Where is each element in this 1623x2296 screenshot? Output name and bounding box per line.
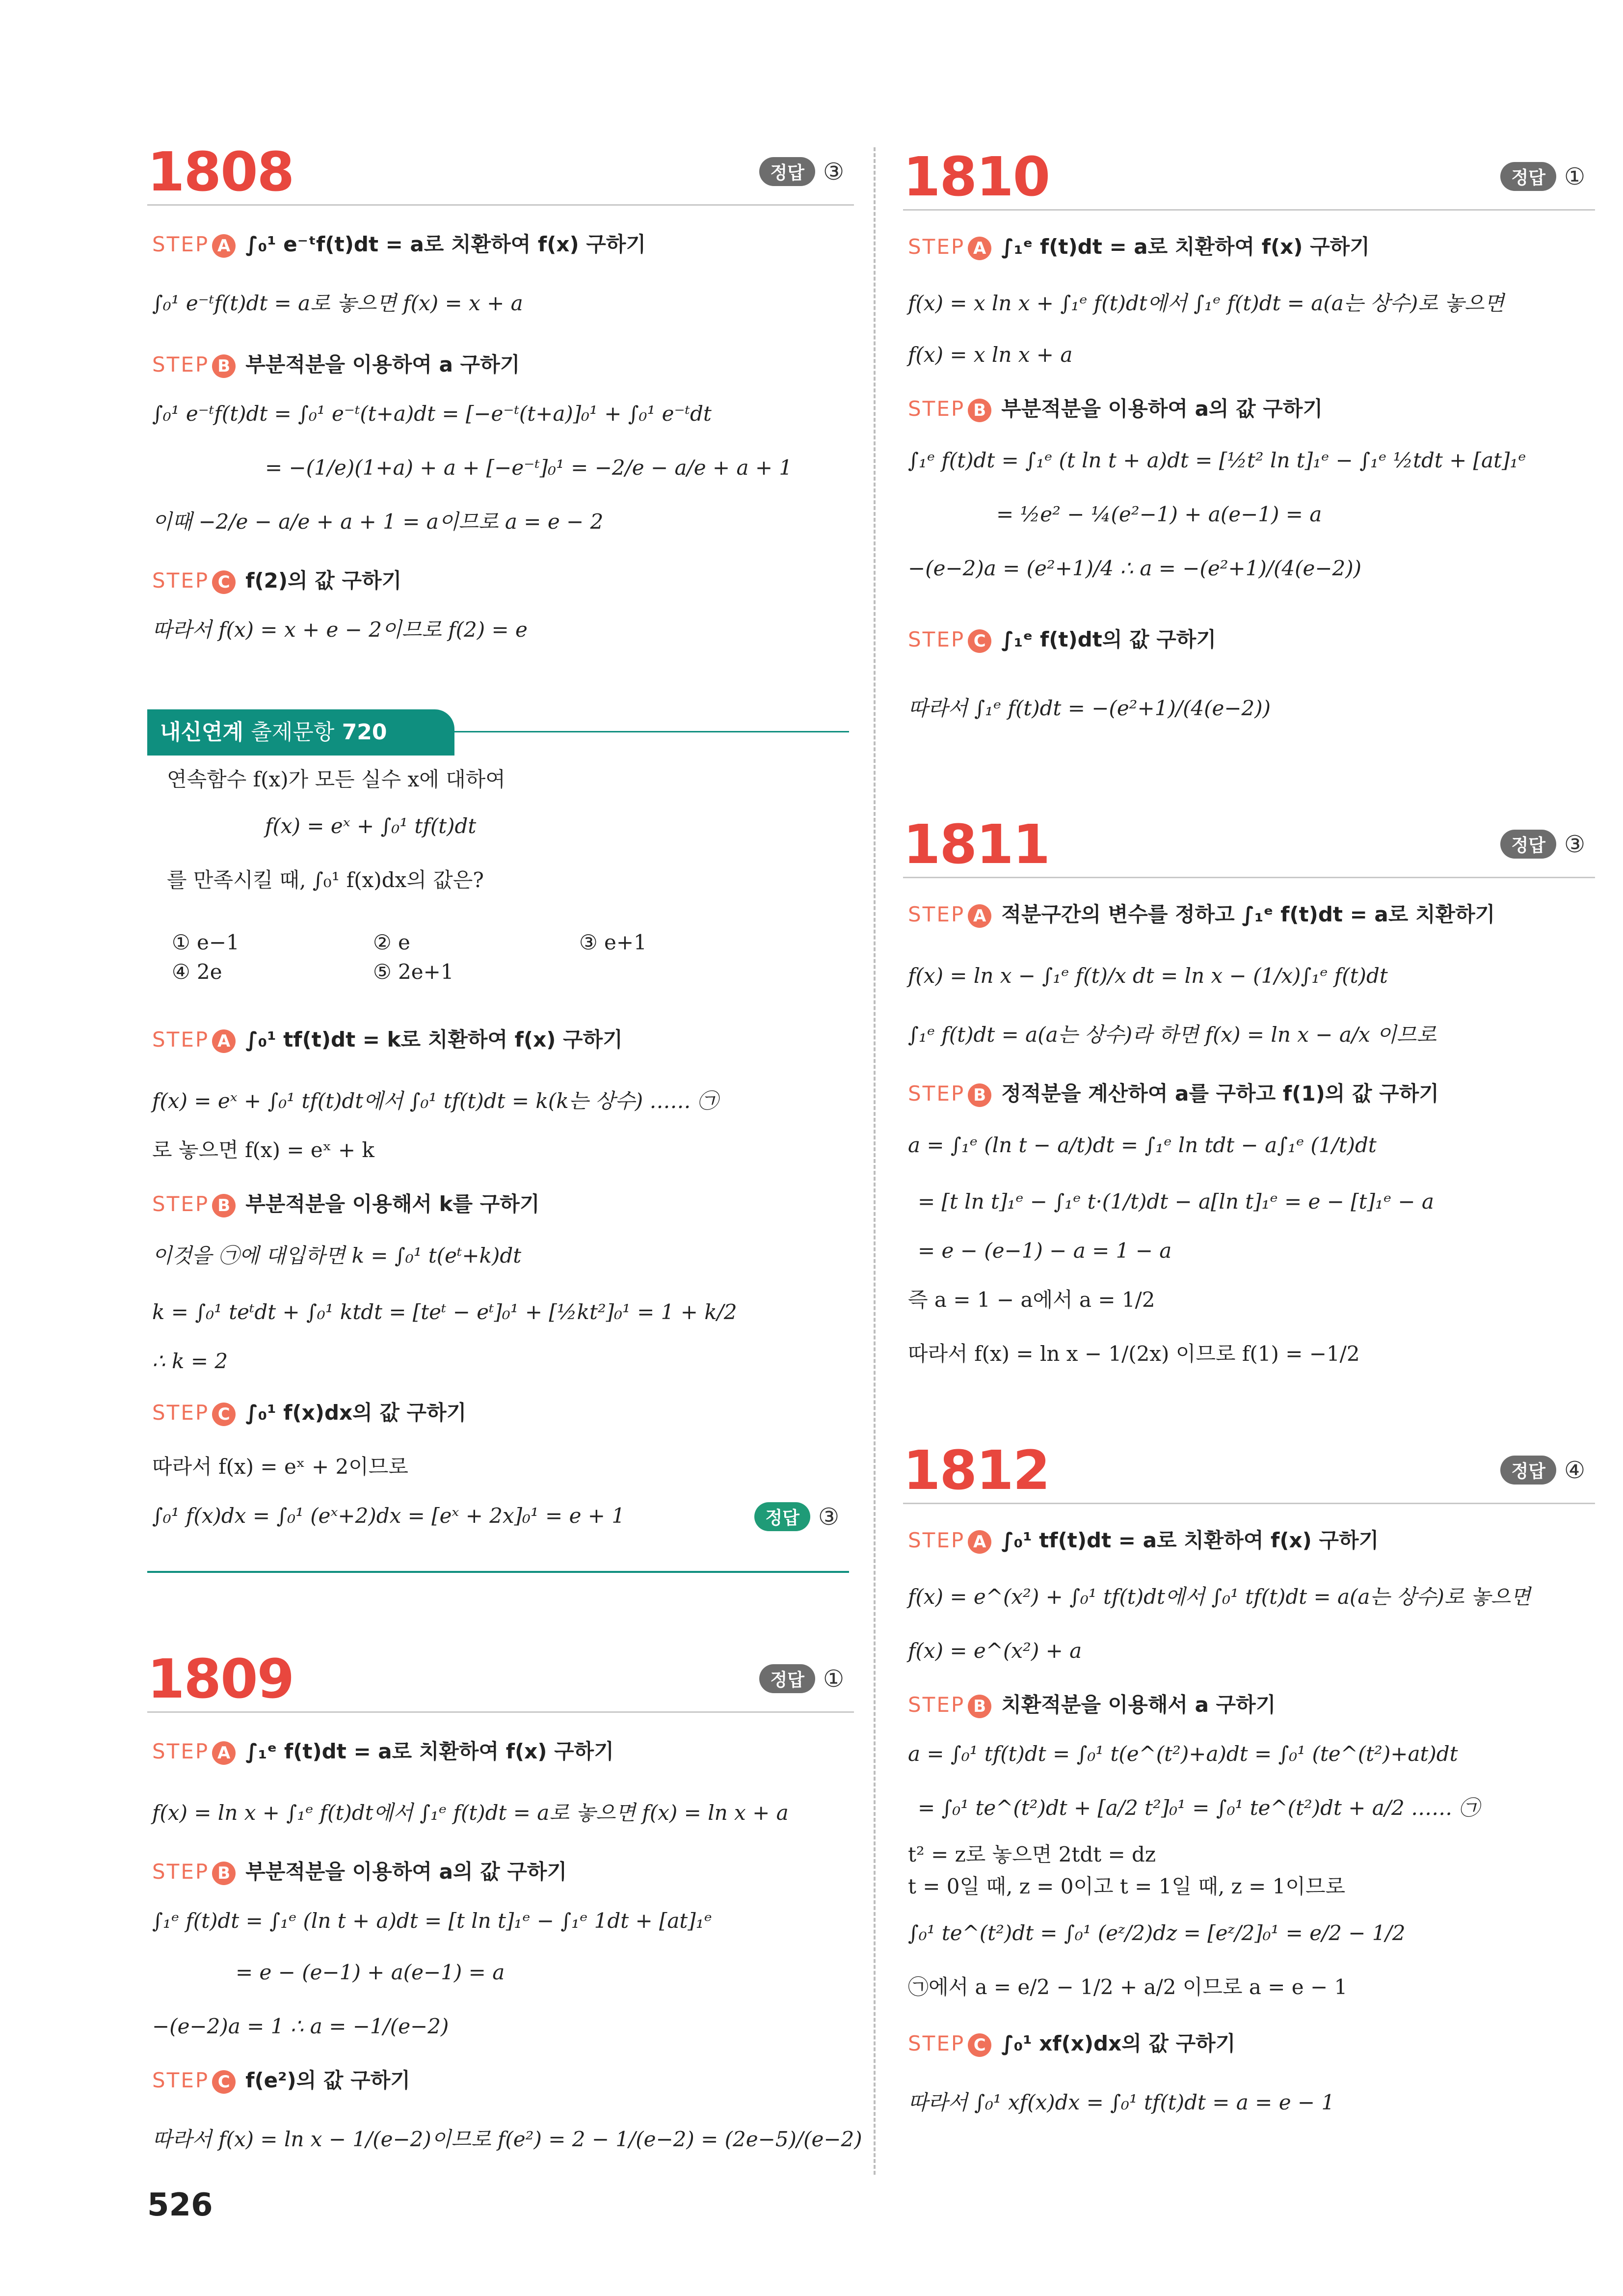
header-rule [903, 209, 1595, 211]
solution-line: 이때 −2/e − a/e + a + 1 = a이므로 a = e − 2 [152, 510, 604, 534]
solution-line: ∫₀¹ e⁻ᵗf(t)dt = a로 놓으면 f(x) = x + a [152, 291, 523, 315]
step-letter-icon: A [968, 237, 991, 260]
answer-badge: 정답 [754, 1502, 810, 1531]
step-letter-icon: C [212, 2070, 236, 2094]
step-letter-icon: A [968, 904, 991, 928]
answer-badge: 정답 [1500, 1456, 1556, 1485]
question-line: 를 만족시킬 때, ∫₀¹ f(x)dx의 값은? [167, 868, 484, 892]
answer-badge: 정답 [1500, 830, 1556, 859]
solution-line: f(x) = eˣ + ∫₀¹ tf(t)dt에서 ∫₀¹ tf(t)dt = k(k는 상수) …… ㉠ [152, 1089, 718, 1113]
solution-line: ∴ k = 2 [152, 1349, 228, 1373]
header-rule [147, 1711, 854, 1713]
linked-rule [442, 731, 849, 732]
solution-line: 따라서 ∫₁ᵉ f(t)dt = −(e²+1)/(4(e−2)) [908, 696, 1271, 720]
problem-number: 1809 [147, 1648, 294, 1710]
solution-line: t = 0일 때, z = 0이고 t = 1일 때, z = 1이므로 [908, 1874, 1346, 1898]
answer-value: ① [823, 1665, 844, 1693]
answer-value: ① [1564, 162, 1585, 190]
step-c: STEP C ∫₀¹ xf(x)dx의 값 구하기 [908, 2030, 1595, 2057]
step-letter-icon: B [968, 399, 991, 422]
solution-line: 따라서 f(x) = x + e − 2이므로 f(2) = e [152, 618, 528, 642]
solution-line: 따라서 f(x) = ln x − 1/(2x) 이므로 f(1) = −1/2 [908, 1342, 1360, 1366]
linked-banner: 내신연계 출제문항 720 [147, 709, 454, 756]
step-c: STEP C ∫₀¹ f(x)dx의 값 구하기 [152, 1399, 854, 1427]
solution-line: 따라서 f(x) = eˣ + 2이므로 [152, 1455, 408, 1479]
problem-number: 1812 [903, 1439, 1050, 1502]
solution-line: = ½e² − ¼(e²−1) + a(e−1) = a [996, 502, 1322, 526]
answer-value: ③ [823, 158, 844, 186]
step-b: STEP B 치환적분을 이용해서 a 구하기 [908, 1691, 1595, 1719]
step-b: STEP B 부분적분을 이용하여 a의 값 구하기 [152, 1858, 854, 1886]
answer-mark [1500, 830, 1585, 859]
header-rule [147, 204, 854, 206]
answer-mark [759, 1664, 844, 1693]
answer-badge: 정답 [1500, 162, 1556, 191]
choice-3[interactable]: ③ e+1 [579, 930, 647, 954]
solution-line: −(e−2)a = (e²+1)/4 ∴ a = −(e²+1)/(4(e−2)) [908, 556, 1362, 580]
solution-line: −(e−2)a = 1 ∴ a = −1/(e−2) [152, 2014, 449, 2038]
step-b: STEP B 부분적분을 이용하여 a 구하기 [152, 351, 854, 378]
solution-line: f(x) = ln x + ∫₁ᵉ f(t)dt에서 ∫₁ᵉ f(t)dt = a로 놓으면 f(x) = ln x + a [152, 1801, 789, 1825]
step-letter-icon: C [212, 570, 236, 594]
solution-line: 이것을 ㉠에 대입하면 k = ∫₀¹ t(eᵗ+k)dt [152, 1243, 522, 1268]
answer-mark [759, 157, 844, 186]
solution-line: a = ∫₀¹ tf(t)dt = ∫₀¹ t(e^(t²)+a)dt = ∫₀¹ (te^(t²)+at)dt [908, 1742, 1458, 1766]
answer-badge: 정답 [759, 157, 815, 186]
step-a: STEP A ∫₁ᵉ f(t)dt = a로 치환하여 f(x) 구하기 [152, 1738, 854, 1765]
step-a: STEP A ∫₀¹ e⁻ᵗf(t)dt = a로 치환하여 f(x) 구하기 [152, 231, 854, 258]
step-a: STEP A 적분구간의 변수를 정하고 ∫₁ᵉ f(t)dt = a로 치환하기 [908, 901, 1595, 928]
solution-line: k = ∫₀¹ teᵗdt + ∫₀¹ ktdt = [teᵗ − eᵗ]₀¹ + [½kt²]₀¹ = 1 + k/2 [152, 1300, 737, 1324]
step-c: STEP C ∫₁ᵉ f(t)dt의 값 구하기 [908, 626, 1595, 653]
solution-line: = [t ln t]₁ᵉ − ∫₁ᵉ t·(1/t)dt − a[ln t]₁ᵉ = e − [t]₁ᵉ − a [918, 1189, 1434, 1214]
step-letter-icon: B [968, 1083, 991, 1107]
step-letter-icon: B [212, 354, 236, 378]
step-letter-icon: A [212, 234, 236, 258]
problem-number: 1811 [903, 813, 1050, 876]
problem-number: 1810 [903, 145, 1050, 208]
solution-line: t² = z로 놓으면 2tdt = dz [908, 1842, 1156, 1866]
answer-value: ③ [1564, 830, 1585, 858]
solution-line: ∫₁ᵉ f(t)dt = ∫₁ᵉ (t ln t + a)dt = [½t² ln t]₁ᵉ − ∫₁ᵉ ½tdt + [at]₁ᵉ [908, 448, 1526, 472]
answer-mark [1500, 162, 1585, 191]
step-letter-icon: A [968, 1530, 991, 1554]
solution-line: f(x) = ln x − ∫₁ᵉ f(t)/x dt = ln x − (1/x)∫₁ᵉ f(t)dt [908, 964, 1388, 988]
answer-value: ④ [1564, 1456, 1585, 1484]
step-c: STEP C f(2)의 값 구하기 [152, 567, 854, 594]
linked-answer [754, 1502, 839, 1531]
step-b: STEP B 정적분을 계산하여 a를 구하고 f(1)의 값 구하기 [908, 1080, 1595, 1107]
step-a: STEP A ∫₀¹ tf(t)dt = k로 치환하여 f(x) 구하기 [152, 1026, 854, 1053]
solution-line: 따라서 f(x) = ln x − 1/(e−2)이므로 f(e²) = 2 − 1/(e−2) = (2e−5)/(e−2) [152, 2127, 862, 2151]
step-letter-icon: C [212, 1403, 236, 1426]
solution-line: ∫₀¹ f(x)dx = ∫₀¹ (eˣ+2)dx = [eˣ + 2x]₀¹ = e + 1 [152, 1504, 625, 1528]
step-letter-icon: C [968, 2033, 991, 2057]
solution-line: f(x) = x ln x + ∫₁ᵉ f(t)dt에서 ∫₁ᵉ f(t)dt = a(a는 상수)로 놓으면 [908, 291, 1504, 315]
step-b: STEP B 부분적분을 이용해서 k를 구하기 [152, 1190, 854, 1218]
step-b: STEP B 부분적분을 이용하여 a의 값 구하기 [908, 395, 1595, 423]
solution-line: 즉 a = 1 − a에서 a = 1/2 [908, 1288, 1155, 1312]
step-letter-icon: A [212, 1029, 236, 1053]
solution-line: = e − (e−1) − a = 1 − a [918, 1239, 1172, 1263]
step-letter-icon: B [212, 1862, 236, 1885]
step-letter-icon: A [212, 1741, 236, 1765]
header-rule [903, 1503, 1595, 1504]
solution-line: = ∫₀¹ te^(t²)dt + [a/2 t²]₀¹ = ∫₀¹ te^(t²)dt + a/2 …… ㉠ [918, 1796, 1480, 1820]
choice-5[interactable]: ⑤ 2e+1 [373, 960, 454, 984]
column-divider [874, 147, 876, 2175]
answer-mark [1500, 1456, 1585, 1485]
solution-line: f(x) = e^(x²) + ∫₀¹ tf(t)dt에서 ∫₀¹ tf(t)dt = a(a는 상수)로 놓으면 [908, 1585, 1531, 1609]
page-number: 526 [147, 2187, 213, 2223]
step-a: STEP A ∫₀¹ tf(t)dt = a로 치환하여 f(x) 구하기 [908, 1527, 1595, 1554]
choice-1[interactable]: ① e−1 [172, 930, 239, 954]
question-line: 연속함수 f(x)가 모든 실수 x에 대하여 [167, 767, 506, 791]
solution-line: 로 놓으면 f(x) = eˣ + k [152, 1138, 374, 1162]
solution-line: ∫₀¹ e⁻ᵗf(t)dt = ∫₀¹ e⁻ᵗ(t+a)dt = [−e⁻ᵗ(t+a)]₀¹ + ∫₀¹ e⁻ᵗdt [152, 402, 712, 426]
solution-line: = e − (e−1) + a(e−1) = a [236, 1960, 505, 1984]
solution-line: ∫₁ᵉ f(t)dt = ∫₁ᵉ (ln t + a)dt = [t ln t]₁ᵉ − ∫₁ᵉ 1dt + [at]₁ᵉ [152, 1909, 712, 1933]
choice-4[interactable]: ④ 2e [172, 960, 222, 984]
step-letter-icon: C [968, 629, 991, 653]
solution-line: ∫₁ᵉ f(t)dt = a(a는 상수)라 하면 f(x) = ln x − a/x 이므로 [908, 1023, 1437, 1047]
answer-value: ③ [818, 1503, 839, 1531]
solution-line: f(x) = e^(x²) + a [908, 1639, 1082, 1663]
step-c: STEP C f(e²)의 값 구하기 [152, 2067, 854, 2094]
solution-line: f(x) = x ln x + a [908, 343, 1073, 367]
header-rule [903, 877, 1595, 878]
solution-line: = −(1/e)(1+a) + a + [−e⁻ᵗ]₀¹ = −2/e − a/e + a + 1 [265, 456, 793, 480]
solution-line: ㉠에서 a = e/2 − 1/2 + a/2 이므로 a = e − 1 [908, 1975, 1348, 1999]
solution-line: 따라서 ∫₀¹ xf(x)dx = ∫₀¹ tf(t)dt = a = e − 1 [908, 2090, 1335, 2114]
choice-2[interactable]: ② e [373, 930, 410, 954]
solution-line: a = ∫₁ᵉ (ln t − a/t)dt = ∫₁ᵉ ln tdt − a∫₁ᵉ (1/t)dt [908, 1133, 1377, 1157]
solution-line: ∫₀¹ te^(t²)dt = ∫₀¹ (eᶻ/2)dz = [eᶻ/2]₀¹ = e/2 − 1/2 [908, 1921, 1406, 1945]
answer-badge: 정답 [759, 1664, 815, 1693]
problem-number: 1808 [147, 140, 294, 203]
step-letter-icon: B [212, 1194, 236, 1217]
step-letter-icon: B [968, 1695, 991, 1718]
question-equation: f(x) = eˣ + ∫₀¹ tf(t)dt [265, 814, 477, 838]
linked-bottom-rule [147, 1571, 849, 1573]
step-a: STEP A ∫₁ᵉ f(t)dt = a로 치환하여 f(x) 구하기 [908, 233, 1595, 261]
